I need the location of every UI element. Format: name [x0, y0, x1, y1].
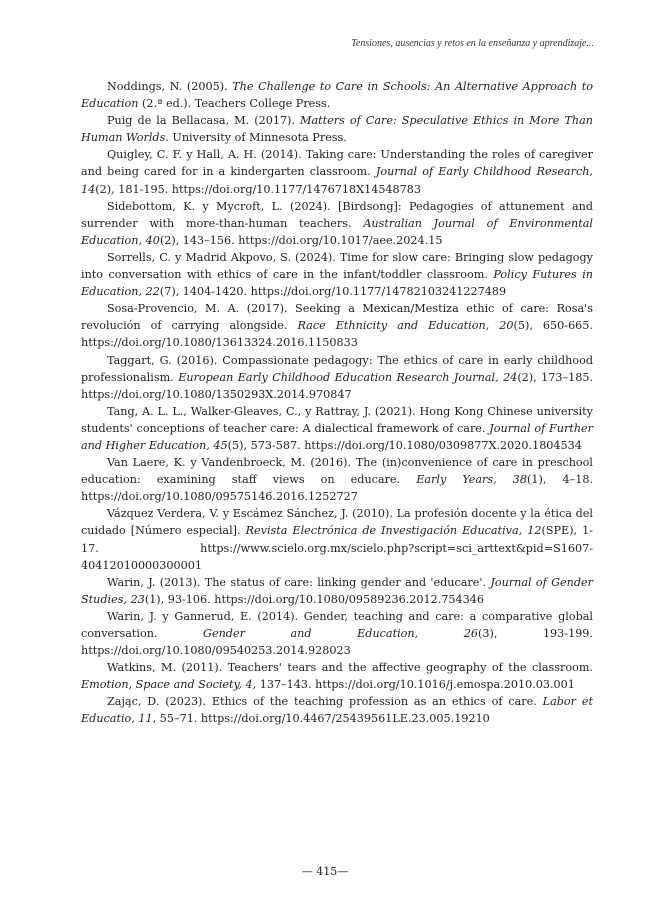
reference-source-title: Early Years, 38: [416, 473, 528, 487]
reference-entry: [81, 198, 593, 249]
reference-text: , 55–71. https://doi.org/10.4467/25439561LE.23.005.19210: [152, 712, 490, 726]
reference-text: Vázquez Verdera, V. y Escámez Sánchez, J. (2010). La profesión docente y la ética del cuidado [Número especial].: [81, 507, 593, 538]
reference-text: , 137–143. https://doi.org/10.1016/j.emospa.2010.03.001: [252, 678, 575, 692]
reference-text: (7), 1404-1420. https://doi.org/10.1177/14782103241227489: [159, 285, 507, 299]
reference-source-title: Australian Journal of Environmental Education, 40: [81, 216, 593, 247]
reference-entry: [81, 300, 593, 351]
reference-source-title: Gender and Education, 26: [203, 627, 478, 640]
reference-source-title: Matters of Care: Speculative Ethics in More Than Human Worlds: [81, 114, 593, 145]
reference-text: (5), 650-665. https://doi.org/10.1080/13613324.2016.1150833: [81, 319, 593, 350]
reference-text: (5), 573-587. https://doi.org/10.1080/0309877X.2020.1804534: [227, 438, 582, 452]
reference-source-title: Labor et Educatio, 11: [81, 695, 593, 726]
reference-source-title: Revista Electrónica de Investigación Educativa, 12: [245, 524, 542, 538]
reference-text: Quigley, C. F. y Hall, A. H. (2014). Taking care: Understanding the roles of caregiver and being cared for in a kindergarten classroom.: [81, 148, 593, 179]
reference-source-title: The Challenge to Care in Schools: An Alternative Approach to Education: [81, 80, 593, 111]
reference-text: (3), 193-199. https://doi.org/10.1080/09540253.2014.928023: [81, 627, 593, 658]
reference-source-title: Emotion, Space and Society, 4: [81, 678, 253, 692]
reference-entry: [81, 693, 593, 727]
reference-text: (SPE), 1-17. https://www.scielo.org.mx/scielo.php?script=sci_arttext&pid=S1607-40412010000300001: [81, 524, 593, 572]
running-head: Tensiones, ausencias y retos en la enseñanza y aprendizaje...: [351, 38, 594, 49]
reference-source-title: Journal of Early Childhood Research, 14: [81, 165, 593, 196]
reference-text: (2), 181-195. https://doi.org/10.1177/1476718X14548783: [95, 182, 422, 196]
reference-entry: [81, 78, 593, 112]
reference-text: (2), 173–185. https://doi.org/10.1080/1350293X.2014.970847: [81, 370, 594, 401]
reference-text: Noddings, N. (2005).: [107, 80, 233, 93]
reference-source-title: Journal of Further and Higher Education, 45: [81, 421, 593, 452]
reference-text: Sorrells, C. y Madrid Akpovo, S. (2024). Time for slow care: Bringing slow pedagogy into conversation with ethics of care in the infant/toddler classroom.: [81, 250, 593, 282]
page-number: — 415—: [301, 865, 349, 878]
reference-text: Watkins, M. (2011). Teachers' tears and the affective geography of the classroom.: [107, 661, 593, 675]
reference-entry: [81, 352, 593, 403]
reference-entry: [81, 505, 593, 573]
reference-source-title: Policy Futures in Education, 22: [81, 268, 593, 299]
reference-list: [81, 78, 593, 728]
reference-text: Zając, D. (2023). Ethics of the teaching profession as an ethics of care.: [107, 695, 543, 709]
reference-entry: [81, 403, 593, 454]
reference-text: Tang, A. L. L., Walker-Gleaves, C., y Rattray, J. (2021). Hong Kong Chinese university students' conceptions of teacher care: A dialectical framework of care.: [81, 404, 593, 435]
reference-text: Puig de la Bellacasa, M. (2017).: [107, 114, 301, 128]
reference-text: Warin, J. y Gannerud, E. (2014). Gender, teaching and care: a comparative global conversation.: [81, 609, 593, 640]
reference-source-title: European Early Childhood Education Research Journal, 24: [178, 370, 518, 384]
reference-entry: [81, 249, 593, 300]
reference-text: Sosa-Provencio, M. A. (2017). Seeking a Mexican/Mestiza ethic of care: Rosa's revolución of carrying alongside.: [81, 302, 593, 333]
reference-entry: [81, 112, 593, 146]
reference-entry: [81, 659, 593, 693]
reference-entry: [81, 574, 593, 608]
reference-text: (1), 4–18. https://doi.org/10.1080/09575146.2016.1252727: [81, 473, 593, 504]
reference-entry: [81, 454, 593, 505]
reference-text: Taggart, G. (2016). Compassionate pedagogy: The ethics of care in early childhood professionalism.: [81, 353, 593, 384]
reference-text: Van Laere, K. y Vandenbroeck, M. (2016). The (in)convenience of care in preschool education: examining staff views on educare.: [81, 456, 593, 487]
reference-entry: [81, 608, 593, 659]
reference-text: (2), 143–156. https://doi.org/10.1017/aee.2024.15: [159, 233, 443, 247]
reference-text: (2.ª ed.). Teachers College Press.: [138, 97, 331, 111]
reference-source-title: Journal of Gender Studies, 23: [81, 575, 593, 606]
reference-entry: [81, 146, 593, 197]
reference-text: Warin, J. (2013). The status of care: linking gender and 'educare'.: [107, 575, 491, 589]
reference-text: (1), 93-106. https://doi.org/10.1080/09589236.2012.754346: [144, 592, 484, 606]
reference-source-title: Race Ethnicity and Education, 20: [297, 319, 514, 333]
reference-text: Sidebottom, K. y Mycroft, L. (2024). [Birdsong]: Pedagogies of attunement and surrender with more-than-human teachers.: [81, 199, 593, 230]
reference-text: . University of Minnesota Press.: [165, 131, 347, 145]
